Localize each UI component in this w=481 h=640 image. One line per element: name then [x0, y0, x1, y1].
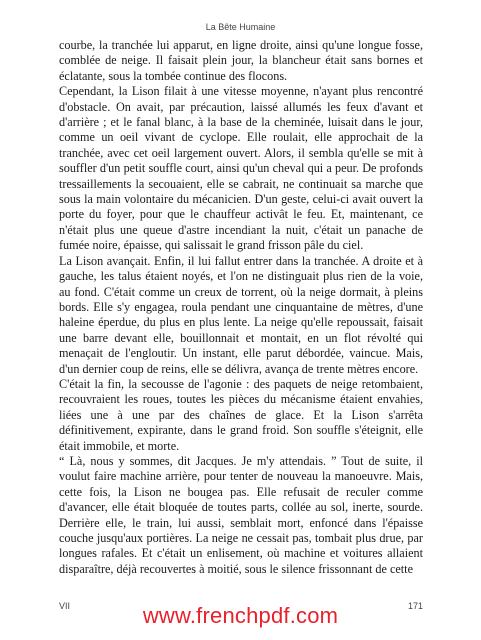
page-number: 171 — [407, 601, 423, 611]
body-text — [59, 38, 423, 577]
paragraph: C'était la fin, la secousse de l'agonie : des paquets de neige retombaient, recouvraient les roues, toutes les pièces du mécanisme étaient envahies, liées une à une par des chaînes de glace. Et la Lison s'arrêta définitivement, expirante, dans le grand froid. Son souffle s'éteignit, elle était immobile, et morte. — [59, 376, 423, 453]
paragraph: “ Là, nous y sommes, dit Jacques. Je m'y attendais. ” Tout de suite, il voulut faire machine arrière, pour tenter de nouveau la manoeuvre. Mais, cette fois, la Lison ne bougea pas. Elle refusait de reculer comme d'avancer, elle était bloquée de toutes parts, collée au sol, inerte, sourde. Derrière elle, le train, lui aussi, semblait mort, enfoncé dans l'épaisse couche jusqu'aux portières. La neige ne cessait pas, tombait plus drue, par longues rafales. Et c'était un enlisement, où machine et voitures allaient disparaître, déjà recouvertes à moitié, sous le silence frissonnant de cette — [59, 453, 423, 576]
paragraph: courbe, la tranchée lui apparut, en ligne droite, ainsi qu'une longue fosse, comblée de neige. Il faisait plein jour, la blancheur était sans bornes et éclatante, sous la tombée continue des flocons. — [59, 38, 423, 83]
paragraph: Cependant, la Lison filait à une vitesse moyenne, n'ayant plus rencontré d'obstacle. On avait, par précaution, laissé allumés les feux d'avant et d'arrière ; et le fanal blanc, à la base de la cheminée, luisait dans le jour, comme un oeil vivant de cyclope. Elle roulait, elle approchait de la tranchée, avec cet oeil largement ouvert. Alors, il sembla qu'elle se mit à souffler d'un petit souffle court, ainsi qu'un cheval qui a peur. De profonds tressaillements la secouaient, elle se cabrait, ne continuait sa marche que sous la main volontaire du mécanicien. D'un geste, celui-ci avait ouvert la porte du foyer, pour que le chauffeur activât le feu. Et, maintenant, ce n'était plus une queue d'astre incendiant la nuit, c'était un panache de fumée noire, épaisse, qui salissait le grand frisson pâle du ciel. — [59, 84, 423, 253]
running-header: La Bête Humaine — [205, 22, 276, 32]
watermark-link[interactable]: www.frenchpdf.com — [142, 603, 339, 628]
chapter-number: VII — [59, 601, 71, 611]
paragraph: La Lison avançait. Enfin, il lui fallut entrer dans la tranchée. A droite et à gauche, les talus étaient noyés, et l'on ne distinguait plus rien de la voie, au fond. C'était comme un creux de torrent, où la neige dormait, à pleins bords. Elle s'y engagea, roula pendant une cinquantaine de mètres, d'une haleine éperdue, du plus en plus lente. La neige qu'elle repoussait, faisait une barre devant elle, bouillonnait et montait, en un flot révolté qui menaçait de l'engloutir. Un instant, elle parut débordée, vaincue. Mais, d'un dernier coup de reins, elle se délivra, avança de trente mètres encore. — [59, 253, 423, 376]
